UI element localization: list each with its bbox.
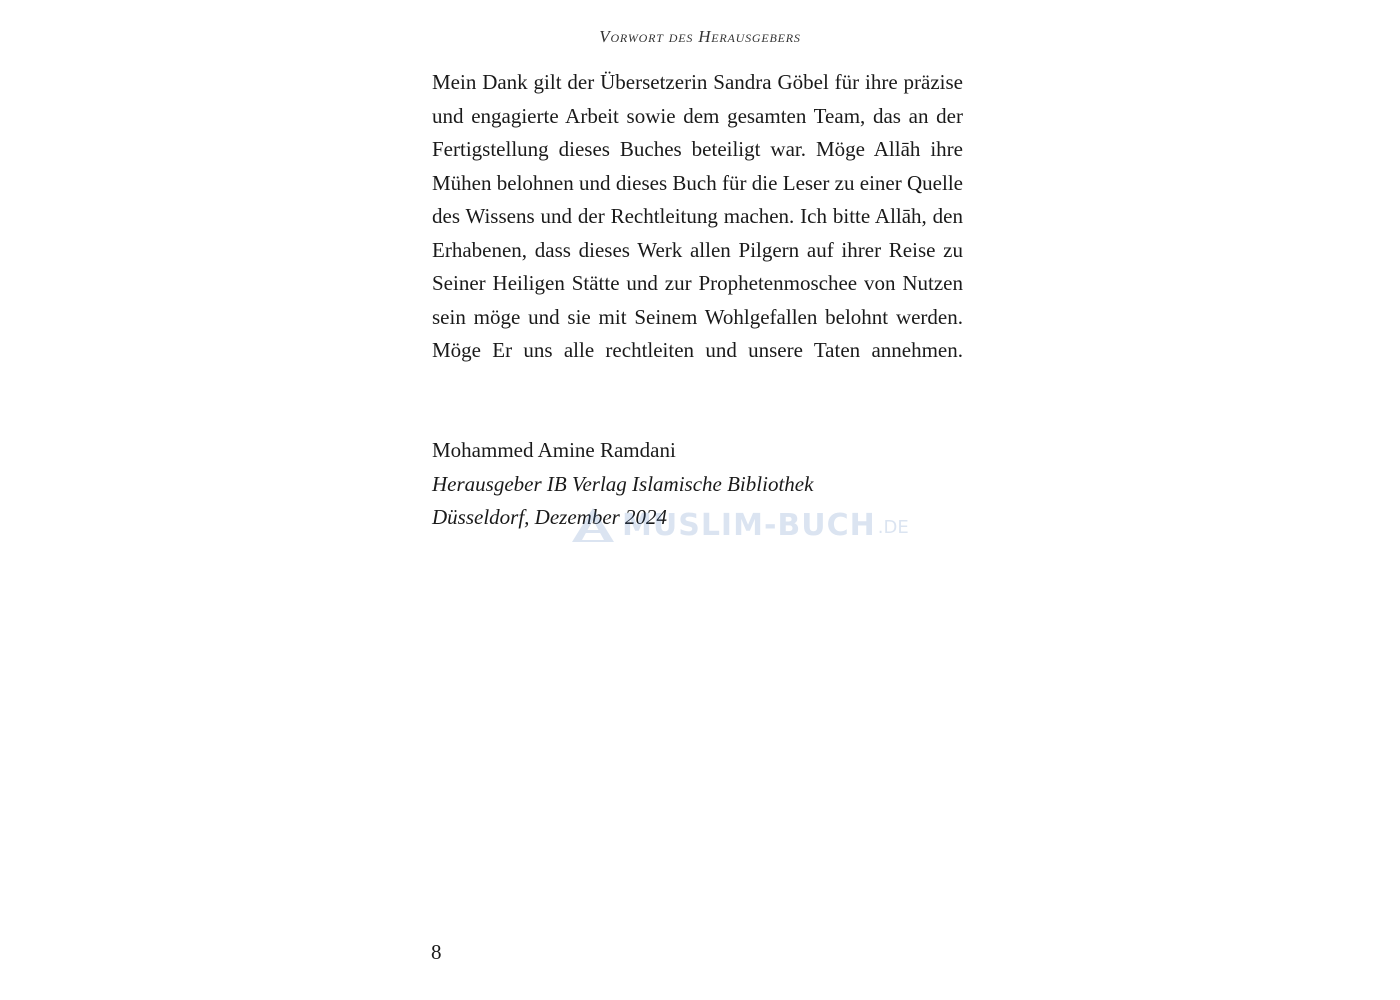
signature-role: Herausgeber IB Verlag Islamische Bibliothek: [432, 471, 814, 496]
signature-place-date: Düsseldorf, Dezember 2024: [432, 505, 668, 529]
watermark-tld: .DE: [877, 517, 909, 538]
signature-name: Mohammed Amine Ramdani: [432, 438, 676, 462]
running-header: Vorwort des Herausgebers: [599, 27, 801, 46]
body-paragraph: Mein Dank gilt der Übersetzerin Sandra Göbel für ihre präzise und engagierte Arbeit sowie dem gesamten Team, das an der Fertigstellung dieses Buches beteiligt war. Möge Allāh ihre Mühen belohnen und dieses Buch für die Leser zu einer Quelle des Wissens und der Rechtleitung machen. Ich bitte Allāh, den Erhabenen, dass dieses Werk allen Pilgern auf ihrer Reise zu Seiner Heiligen Stätte und zur Prophetenmoschee von Nutzen sein möge und sie mit Seinem Wohlgefallen belohnt werden. Möge Er uns alle rechtleiten und unsere Taten annehmen.: [432, 70, 963, 362]
page-number: 8: [431, 940, 442, 964]
watermark-text: MUSLIM-BUCH: [622, 507, 876, 543]
signature-block: [432, 434, 963, 535]
